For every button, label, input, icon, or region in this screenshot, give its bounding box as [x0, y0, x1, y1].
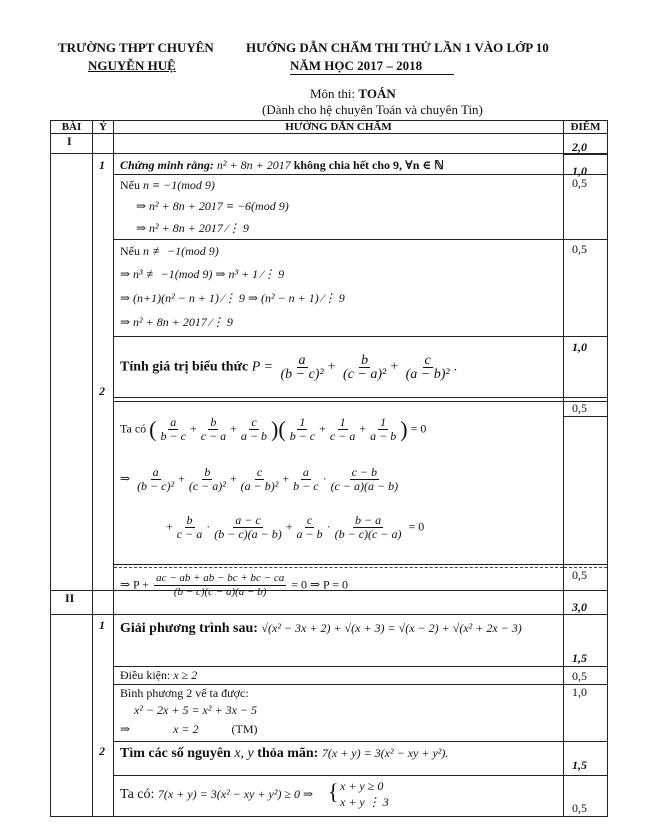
q2-number: 2 [99, 384, 105, 398]
q2-l2-den-cab: (c − a)(a − b) [330, 479, 399, 493]
subject-label: Môn thi: [310, 86, 356, 101]
q2-final-line [120, 572, 348, 599]
q4-title-label: Tìm các số nguyên [120, 746, 231, 761]
document-title: HƯỚNG DẪN CHẤM THI THỬ LẦN 1 VÀO LỚP 10 [246, 40, 549, 55]
q3-condition-label: Điều kiện: [120, 668, 171, 682]
q3-arrow: ⇒ [120, 722, 131, 736]
q3-title [120, 621, 522, 637]
q3-result: x = 2 [173, 722, 199, 736]
q2-l2-d3: (a − b)² [240, 479, 279, 493]
q1-case1-if: Nếu [120, 178, 140, 192]
school-name-underlined: NGUYỄN HUỆ [88, 58, 176, 73]
col-header-guide: HƯỚNG DẪN CHẤM [114, 121, 564, 134]
q1-case2-line1: ⇒ n³ ≢ −1(mod 9) ⇒ n³ + 1 ⁄⋮ 9 [120, 267, 285, 281]
q3-score: 1,5 [572, 651, 587, 665]
col-header-y: Ý [93, 121, 114, 134]
q4-system-brace: { [328, 779, 339, 804]
q2-frac-2 [341, 354, 388, 381]
q2-l2-bc: b − c [293, 479, 319, 493]
q2-l3-den-bcab: (b − c)(a − b) [214, 527, 282, 541]
q4-vars: x, y [234, 746, 254, 761]
q1-expression: n² + 8n + 2017 [216, 158, 291, 172]
q2-frac-3 [404, 354, 452, 381]
q2-sol-line3: + $\frac{b}{c - a}$ · $\frac{a - c}{(b - c)(a - b)}$ + $\frac{c}{a - b}$ · $\frac{b - a}{(b - c)(c - a)}$ = 0 [166, 513, 425, 541]
q2-l3-eq: = 0 [408, 519, 425, 534]
q2-final-score: 0,5 [572, 568, 587, 582]
q4-score: 1,5 [572, 758, 587, 772]
q2-frac-2-den: (c − a)² [343, 367, 387, 382]
col-header-score: ĐIỂM [564, 121, 608, 134]
q2-l1-bc: b − c [160, 429, 186, 443]
q2-l2-arrow: ⇒ [120, 471, 131, 486]
q2-l2-d2: (c − a)² [188, 479, 226, 493]
q4-title [120, 746, 448, 762]
col-header-bai: BÀI [51, 121, 93, 134]
q1-case2-if: Nếu [120, 244, 140, 258]
q2-p: P = [251, 359, 273, 375]
q2-l2-cb: c − b [351, 465, 378, 479]
q2-l1-ca2: c − a [329, 429, 356, 443]
q1-title-label: Chứng minh rằng: [120, 158, 214, 172]
q4-expression: 7(x + y) = 3(x² − xy + y²). [321, 746, 449, 760]
bai-2-label: II [51, 591, 93, 615]
q2-final-post: = 0 ⇒ P = 0 [291, 577, 349, 592]
subject-name: TOÁN [358, 86, 396, 101]
q1-case1-line2: ⇒ n² + 8n + 2017 ⁄⋮ 9 [136, 221, 249, 235]
bai-1-score: 2,0 [572, 140, 587, 154]
q4-taco: Ta có: [120, 787, 155, 802]
q4-expression2: 7(x + y) = 3(x² − xy + y²) ≥ 0 ⇒ [157, 787, 314, 801]
q3-expression: √(x² − 3x + 2) + √(x + 3) = √(x − 2) + √(x² + 2x − 3) [261, 621, 522, 635]
q2-l2-a2: a [302, 465, 309, 479]
q3-square-line2 [120, 722, 258, 737]
q1-number: 1 [99, 158, 105, 172]
q3-condition-expr: x ≥ 2 [173, 668, 198, 682]
q2-l3-den-bcca: (b − c)(c − a) [334, 527, 402, 541]
q2-score: 1,0 [572, 340, 587, 354]
q3-square-note: Bình phương 2 vế ta được: [120, 686, 249, 700]
q4-system-line1: x + y ≥ 0 [340, 779, 384, 793]
q3-tm: (TM) [231, 722, 258, 736]
q2-frac-1 [278, 354, 325, 381]
q4-sol-line [120, 787, 313, 803]
q1-case2-line3: ⇒ n² + 8n + 2017 ⁄⋮ 9 [120, 315, 233, 329]
q2-title-label: Tính giá trị biểu thức [120, 359, 249, 375]
q2-title: Tính giá trị biểu thức P = $\frac{a}{\text{(b − c)²}}$ + $\frac{b}{\text{(c − a)²}}$ + $\frac{c}{\text{(a − b)²}}$ . [120, 353, 458, 382]
q1-title-tail: không chia hết cho 9, ∀n ∈ ℕ [293, 158, 444, 172]
q2-final-den: (b − c)(c − a)(a − b) [173, 586, 267, 598]
q1-case2-line2: ⇒ (n+1)(n² − n + 1) ⁄⋮ 9 ⇒ (n² − n + 1) ⁄⋮ 9 [120, 291, 345, 305]
q2-l3-b: b [186, 513, 193, 527]
q3-square-score: 1,0 [572, 685, 587, 699]
q4-system-line2: x + y ⋮ 3 [340, 795, 389, 809]
q1-case2-score: 0,5 [572, 242, 587, 256]
q2-frac-3-num: c [424, 353, 431, 368]
q1-title [120, 158, 444, 173]
q1-case1-line1: ⇒ n² + 8n + 2017 ≡ −6(mod 9) [136, 199, 289, 213]
q2-frac-3-den: (a − b)² [405, 367, 450, 382]
school-name-line2 [88, 58, 176, 74]
q3-square-line1: x² − 2x + 5 = x² + 3x − 5 [134, 703, 257, 717]
q2-l3-ba: b − a [354, 513, 382, 527]
q2-l3-ac: a − c [235, 513, 261, 527]
q2-l1-one2: 1 [339, 415, 346, 429]
q3-title-label: Giải phương trình sau: [120, 621, 258, 636]
q2-l2-d1: (b − c)² [137, 479, 175, 493]
q2-l3-ab: a − b [296, 527, 323, 541]
subject-line [310, 86, 396, 102]
q2-taco: Ta có [120, 421, 147, 436]
q2-l1-b: b [210, 415, 217, 429]
q4-solution-score: 0,5 [572, 801, 587, 815]
q2-sol-line2: ⇒ $\frac{a}{\text{(b − c)²}}$ + $\frac{b}{\text{(c − a)²}}$ + $\frac{c}{\text{(a − b)²}}$ + $\frac{a}{b - c}$ · $\frac{c - b}{(c - a)(a - b)}$ [120, 465, 399, 493]
q2-l1-bc2: b − c [289, 429, 316, 443]
q2-frac-1-den: (b − c)² [280, 367, 324, 382]
q2-final-num: ac − ab + ab − bc + bc − ca [156, 572, 285, 584]
q2-l1-ab: a − b [240, 429, 268, 443]
audience-note: (Dành cho hệ chuyên Toán và chuyên Tin) [262, 102, 483, 117]
q2-frac-1-num: a [298, 353, 306, 368]
q2-l2-a: a [152, 465, 159, 479]
q2-l2-c: c [256, 465, 263, 479]
q1-case2-condition [120, 244, 219, 259]
q1-case1-score: 0,5 [572, 176, 587, 190]
q2-final-pre: ⇒ P + [120, 577, 150, 592]
q2-l2-b: b [204, 465, 211, 479]
q2-l1-ca: c − a [200, 429, 227, 443]
q2-l1-c: c [251, 415, 257, 429]
q2-l3-c: c [306, 513, 313, 527]
q2-l1-one1: 1 [299, 415, 306, 429]
q2-l1-one3: 1 [380, 415, 387, 429]
q2-solution-score: 0,5 [572, 401, 587, 415]
q3-condition [120, 668, 197, 683]
school-year: NĂM HỌC 2017 – 2018 [290, 58, 454, 75]
school-name-line1: TRƯỜNG THPT CHUYÊN [58, 40, 214, 55]
bai-1-label: I [51, 134, 93, 154]
q1-case1-cond: n ≡ −1(mod 9) [143, 178, 215, 192]
q1-score: 1,0 [572, 164, 587, 178]
bai-2-score: 3,0 [572, 600, 587, 614]
q2-sol-line1: Ta có ( $\frac{a}{b - c}$ + $\frac{b}{c - a}$ + $\frac{c}{a - b}$ )( $\frac{1}{b - c}$ + $\frac{1}{c - a}$ + $\frac{1}{a - b}$ ) = 0 [120, 415, 427, 443]
q2-l1-eq: = 0 [410, 421, 427, 436]
q1-case2-cond: n ≢ −1(mod 9) [143, 244, 219, 258]
q3-condition-score: 0,5 [572, 669, 587, 683]
q2-frac-2-num: b [361, 353, 369, 368]
q3-number: 1 [99, 618, 105, 632]
q2-l1-ab2: a − b [370, 429, 397, 443]
q2-l3-ca: c − a [176, 527, 203, 541]
q4-title-label2: thỏa mãn: [257, 746, 319, 761]
q4-number: 2 [99, 744, 105, 758]
q2-l1-a: a [170, 415, 177, 429]
grading-table [50, 120, 608, 817]
q1-case1-condition [120, 178, 215, 193]
